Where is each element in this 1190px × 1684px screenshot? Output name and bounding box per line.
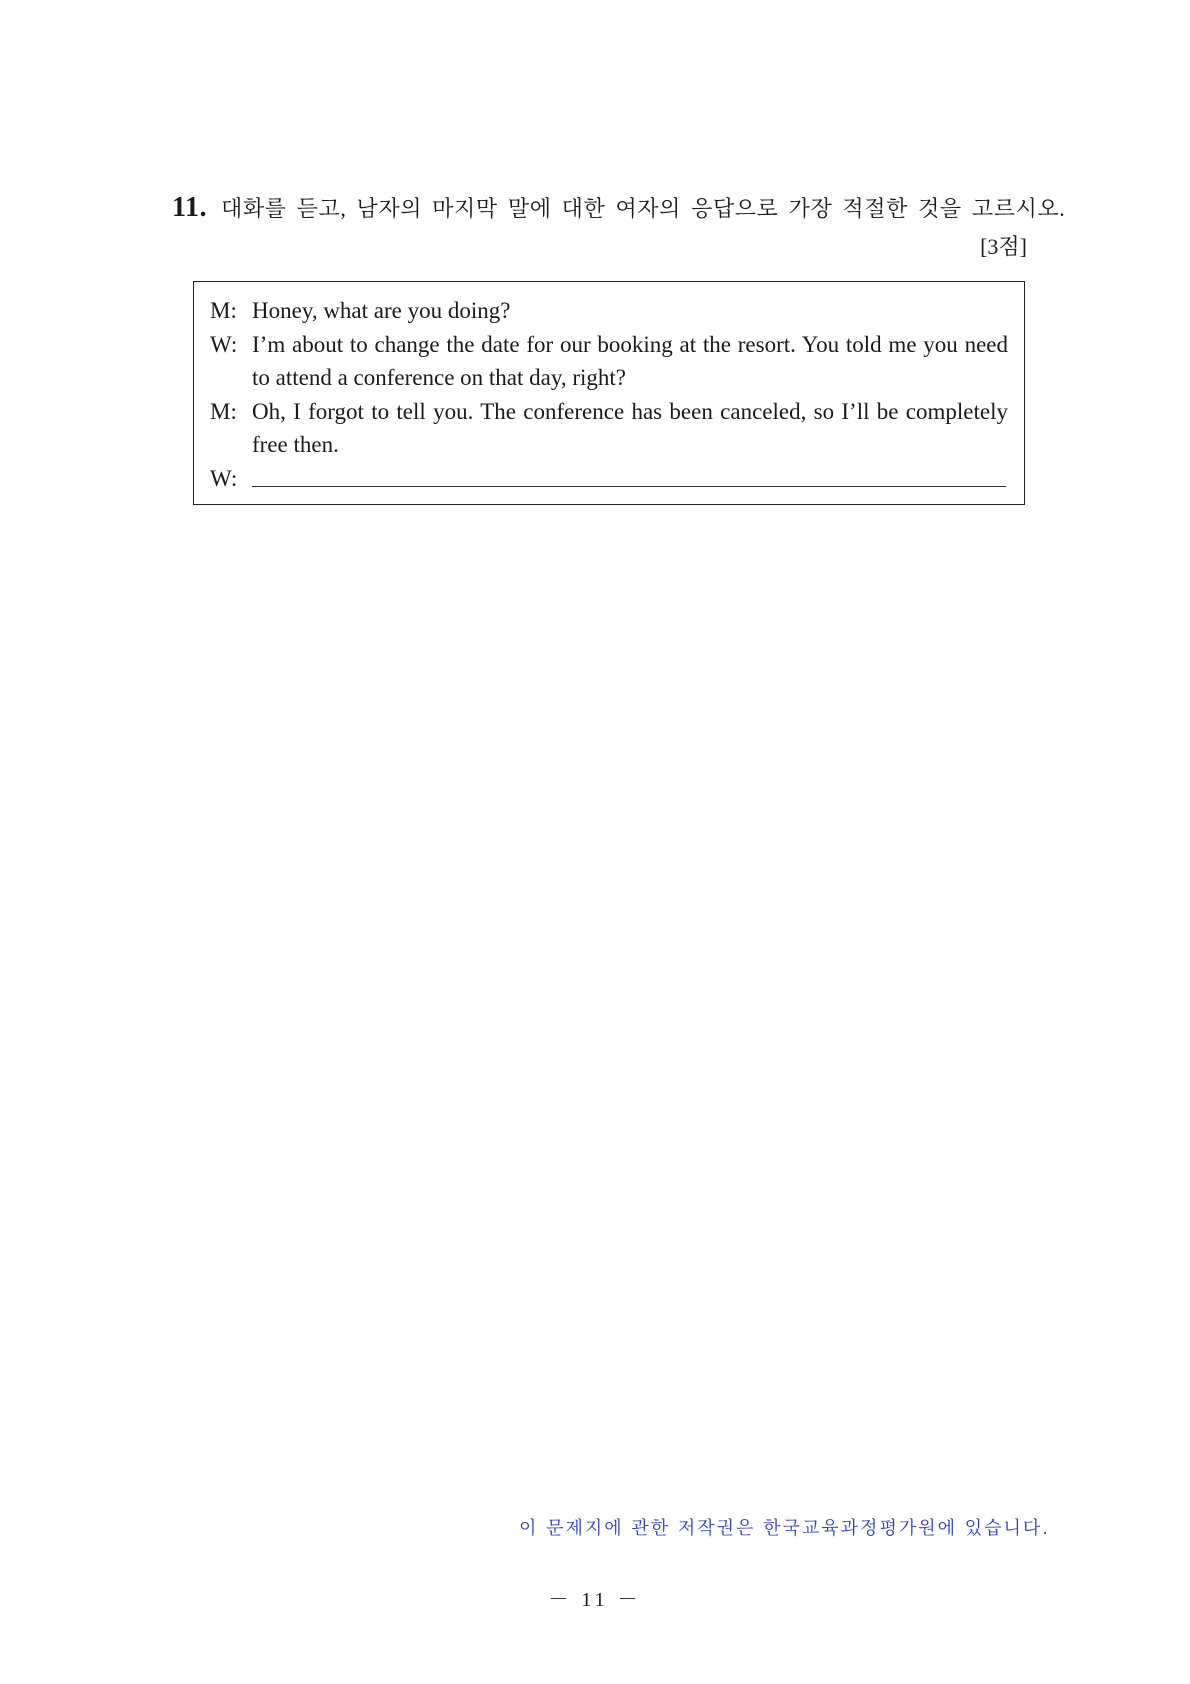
- question-instruction: 대화를 듣고, 남자의 마지막 말에 대한 여자의 응답으로 가장 적절한 것을 고르시오.: [220, 196, 1066, 221]
- utterance-text: I’m about to change the date for our booking at the resort. You told me you need to attend a conference on that day, right?: [252, 331, 1008, 390]
- copyright-notice: 이 문제지에 관한 저작권은 한국교육과정평가원에 있습니다.: [518, 1518, 1050, 1539]
- question-block: [172, 192, 1066, 261]
- dialog-box: [193, 281, 1025, 505]
- dialog-line: [210, 294, 1008, 328]
- speaker-label: W:: [210, 465, 238, 491]
- page-number: － 11 －: [548, 1589, 642, 1611]
- question-points: [3점]: [980, 234, 1027, 259]
- speaker-label: M:: [210, 298, 237, 323]
- speaker-label: M:: [210, 398, 237, 424]
- speaker-label: W:: [210, 331, 238, 357]
- utterance-text: Honey, what are you doing?: [252, 298, 511, 323]
- dialog-line: [210, 462, 1008, 496]
- utterance-text: Oh, I forgot to tell you. The conference has been canceled, so I’ll be completely free then.: [252, 398, 1008, 457]
- question-number: 11.: [172, 192, 207, 223]
- dialog-line: [210, 328, 1008, 395]
- question-header: [172, 192, 1066, 224]
- answer-blank: [252, 463, 1006, 487]
- dialog-line: [210, 395, 1008, 462]
